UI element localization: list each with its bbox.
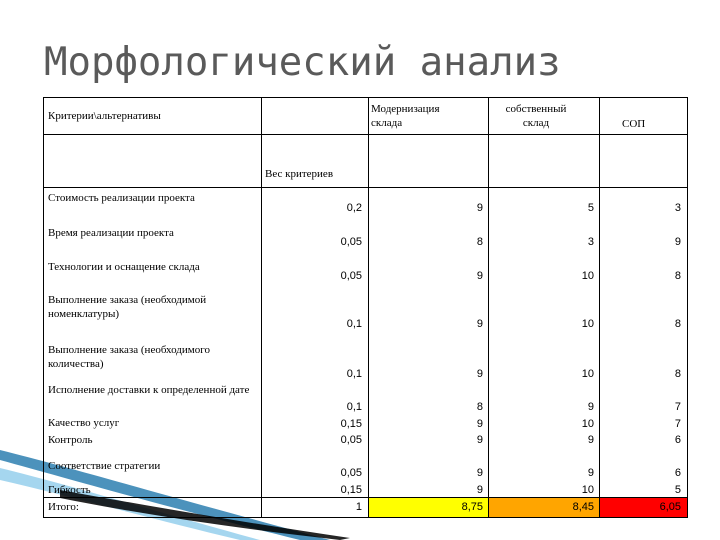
alt2-value: 9 — [587, 434, 594, 446]
page-title: Морфологический анализ — [44, 40, 561, 85]
alt3-value: 8 — [674, 318, 681, 330]
alt3-value: 8 — [674, 270, 681, 282]
row-label: Контроль — [48, 434, 93, 446]
alt1-value: 8 — [476, 401, 483, 413]
morphological-table — [43, 97, 688, 518]
alt1-value: 9 — [476, 418, 483, 430]
weight-value: 0,05 — [340, 270, 362, 282]
alt2-value: 3 — [587, 236, 594, 248]
alt1-value: 9 — [476, 318, 483, 330]
alt2-value: 10 — [581, 270, 594, 282]
row-label: Технологии и оснащение склада — [48, 261, 200, 273]
weight-value: 0,2 — [346, 202, 362, 214]
criteria-header: Критерии\альтернативы — [48, 110, 161, 122]
alt3-value: 6 — [674, 434, 681, 446]
alt3-value: 8 — [674, 368, 681, 380]
alt3-value: 7 — [674, 418, 681, 430]
alt2-header: собственный склад — [505, 103, 567, 129]
alt1-value: 9 — [476, 467, 483, 479]
alt3-value: 5 — [674, 484, 681, 496]
weight-value: 0,15 — [340, 484, 362, 496]
alt2-value: 9 — [587, 401, 594, 413]
alt2-value: 10 — [581, 318, 594, 330]
weight-value: 0,1 — [346, 368, 362, 380]
row-label: Исполнение доставки к определенной дате — [48, 384, 250, 396]
alt1-value: 9 — [476, 202, 483, 214]
row-label: Время реализации проекта — [48, 227, 174, 239]
weight-value: 0,15 — [340, 418, 362, 430]
alt1-value: 9 — [476, 368, 483, 380]
weight-value: 0,05 — [340, 467, 362, 479]
weight-header: Вес критериев — [265, 168, 334, 180]
total-label: Итого: — [48, 501, 79, 513]
alt1-value: 9 — [476, 484, 483, 496]
row-label: Соответствие стратегии — [48, 460, 161, 472]
alt1-value: 9 — [476, 434, 483, 446]
total-weight: 1 — [355, 501, 362, 513]
weight-value: 0,05 — [340, 434, 362, 446]
alt2-value: 5 — [587, 202, 594, 214]
alt3-value: 7 — [674, 401, 681, 413]
alt3-header: СОП — [622, 118, 646, 130]
row-label: Выполнение заказа (необходимого количества) — [48, 344, 210, 370]
alt3-value: 3 — [674, 202, 681, 214]
alt1-header: Модернизация склада — [371, 103, 440, 129]
row-label: Стоимость реализации проекта — [48, 192, 195, 204]
weight-value: 0,1 — [346, 318, 362, 330]
total-alt2: 8,45 — [572, 501, 594, 513]
row-label: Гибкость — [48, 484, 91, 496]
weight-value: 0,1 — [346, 401, 362, 413]
row-label: Качество услуг — [48, 417, 120, 429]
total-alt1: 8,75 — [461, 501, 483, 513]
alt1-value: 9 — [476, 270, 483, 282]
row-label: Выполнение заказа (необходимой номенклатуры) — [48, 294, 207, 320]
alt2-value: 10 — [581, 418, 594, 430]
alt3-value: 9 — [674, 236, 681, 248]
total-alt3: 6,05 — [659, 501, 681, 513]
alt2-value: 10 — [581, 368, 594, 380]
alt1-value: 8 — [476, 236, 483, 248]
alt2-value: 10 — [581, 484, 594, 496]
weight-value: 0,05 — [340, 236, 362, 248]
alt3-value: 6 — [674, 467, 681, 479]
alt2-value: 9 — [587, 467, 594, 479]
